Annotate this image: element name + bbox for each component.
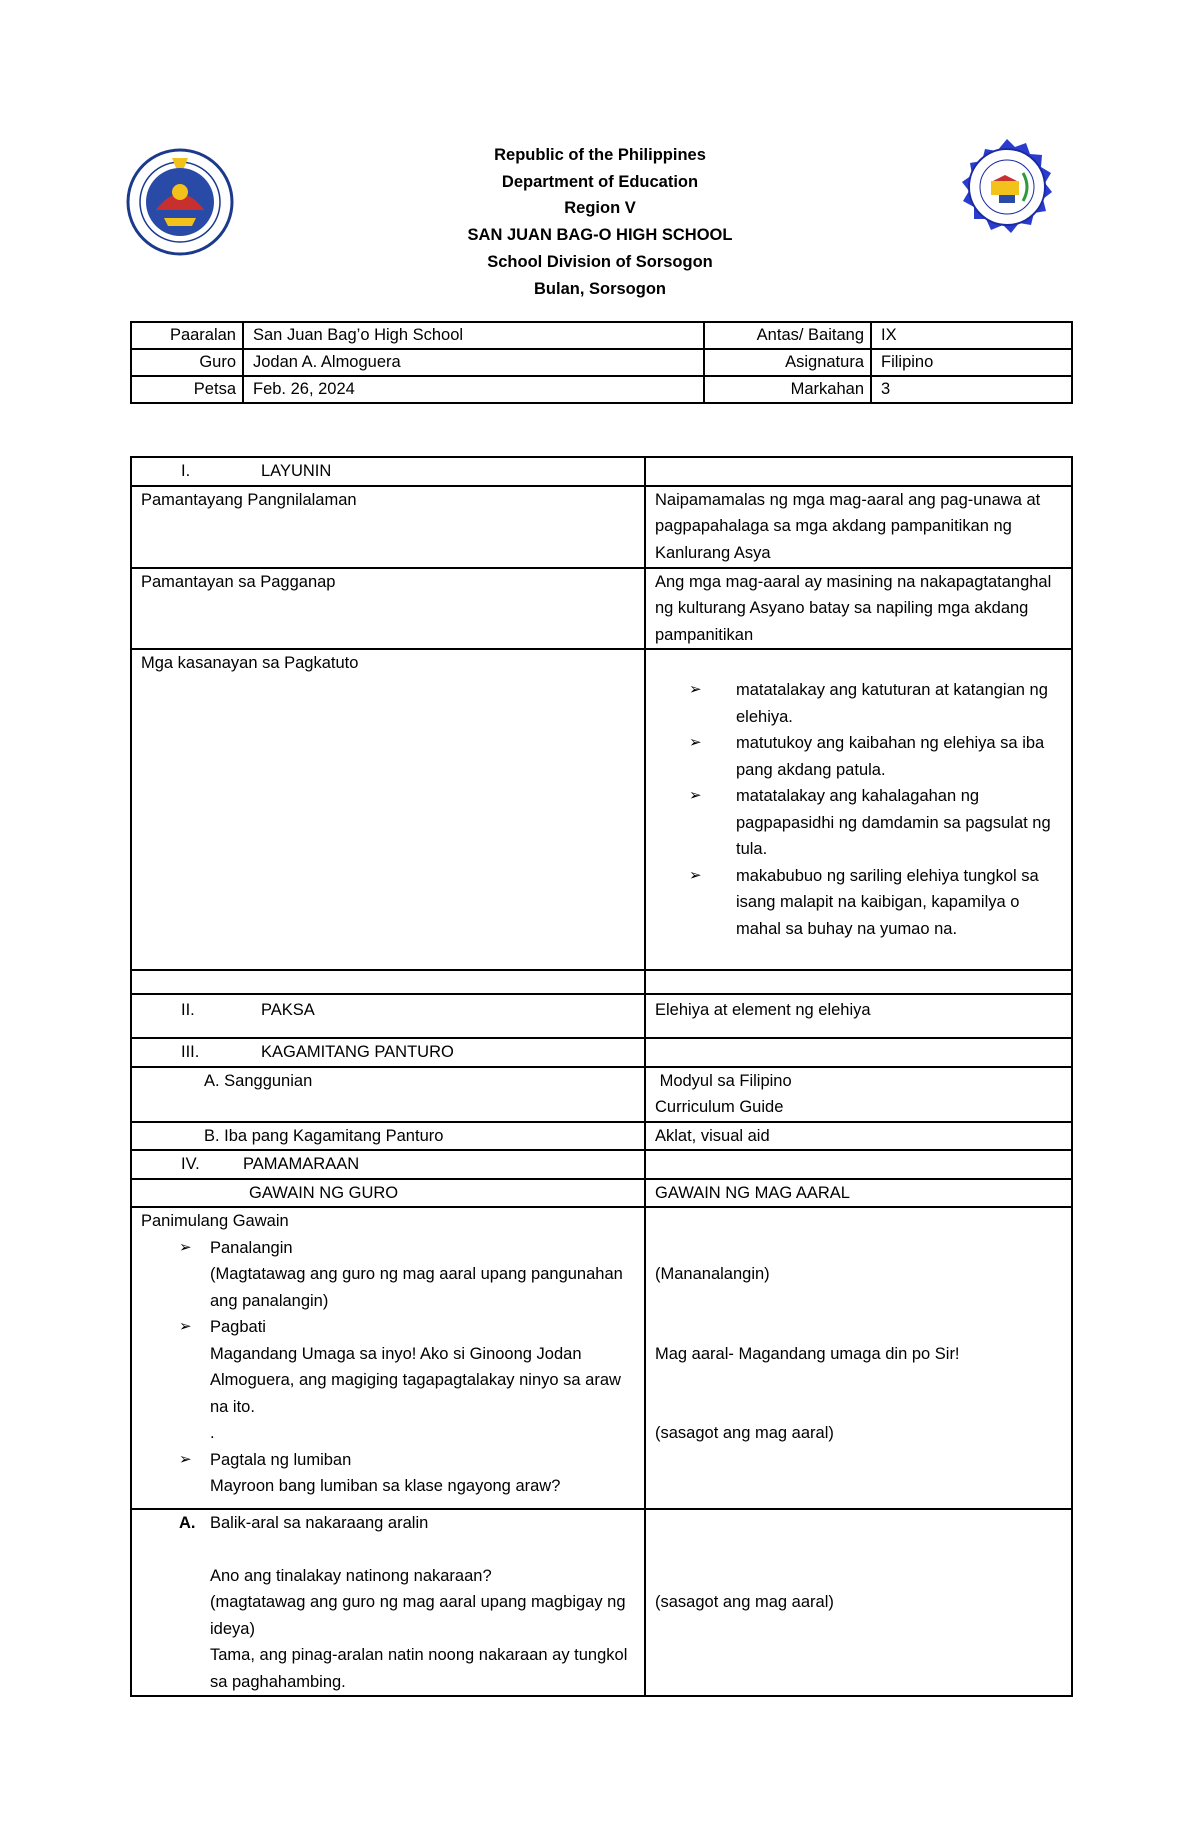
- pamantayan-sa-pagganap-label: Pamantayan sa Pagganap: [131, 568, 645, 650]
- arrow-bullet-icon: ➢: [689, 734, 702, 751]
- asignatura-label: Asignatura: [704, 349, 871, 376]
- list-item-desc: Magandang Umaga sa inyo! Ako si Ginoong Jodan Almoguera, ang magiging tagapagtalakay ninyo sa araw na ito.: [210, 1344, 621, 1416]
- iba-pang-kagamitan-value: Aklat, visual aid: [645, 1122, 1072, 1151]
- col-header-mag-aaral: GAWAIN NG MAG AARAL: [645, 1179, 1072, 1208]
- section-number: IV.: [181, 1155, 200, 1173]
- empty-cell: [645, 970, 1072, 994]
- paaralan-label: Paaralan: [131, 322, 243, 349]
- section-number: II.: [181, 1001, 195, 1019]
- section-title: PAMAMARAAN: [243, 1155, 360, 1173]
- list-item-text: Pagbati: [210, 1318, 266, 1336]
- list-item-desc: (Magtatawag ang guro ng mag aaral upang pangunahan ang panalangin): [210, 1265, 623, 1310]
- guro-label: Guro: [131, 349, 243, 376]
- header-line: School Division of Sorsogon: [487, 252, 713, 271]
- list-item: [689, 863, 1061, 943]
- section-layunin: [131, 457, 645, 486]
- header-line: Department of Education: [501, 172, 699, 191]
- panimulang-gawain-list: [141, 1235, 634, 1500]
- balik-aral-body: [141, 1563, 634, 1696]
- list-item: [689, 783, 1061, 863]
- panimulang-gawain-title: Panimulang Gawain: [141, 1212, 289, 1230]
- panimulang-gawain-responses: [645, 1207, 1072, 1509]
- petsa-value: Feb. 26, 2024: [243, 376, 704, 403]
- header-line: Region V: [564, 199, 636, 218]
- markahan-label: Markahan: [704, 376, 871, 403]
- letterhead: [0, 142, 1200, 302]
- iba-pang-kagamitan-label: B. Iba pang Kagamitang Panturo: [131, 1122, 645, 1151]
- response-pagbati: Mag aaral- Magandang umaga din po Sir!: [655, 1344, 960, 1363]
- list-item-desc: .: [210, 1424, 215, 1442]
- list-item: [179, 1314, 634, 1447]
- balik-aral-number: A.: [179, 1514, 196, 1532]
- list-item: [179, 1447, 634, 1500]
- list-item-text: Pagtala ng lumiban: [210, 1450, 352, 1469]
- pamantayang-pangnilalaman-label: Pamantayang Pangnilalaman: [131, 486, 645, 568]
- paaralan-value: San Juan Bag’o High School: [243, 322, 704, 349]
- kasanayan-list-cell: [645, 649, 1072, 970]
- list-item: [179, 1235, 634, 1315]
- list-item: [689, 677, 1061, 730]
- list-item-text: makabubuo ng sariling elehiya tungkol sa isang malapit na kaibigan, kapamilya o mahal sa buhay na yumao na.: [736, 866, 1039, 938]
- section-paksa: [131, 994, 645, 1038]
- sanggunian-label: A. Sanggunian: [131, 1067, 645, 1122]
- empty-cell: [131, 970, 645, 994]
- section-pamamaraan: [131, 1150, 645, 1179]
- list-item: [689, 730, 1061, 783]
- balik-aral-desc: (magtatawag ang guro ng mag aaral upang magbigay ng ideya): [210, 1593, 626, 1638]
- sanggunian-value: [645, 1067, 1072, 1122]
- section-title: PAKSA: [261, 1001, 315, 1019]
- antas-label: Antas/ Baitang: [704, 322, 871, 349]
- empty-cell: [645, 457, 1072, 486]
- sanggunian-line: Modyul sa Filipino: [655, 1071, 792, 1090]
- section-number: III.: [181, 1043, 200, 1061]
- section-title: LAYUNIN: [261, 462, 332, 480]
- section-kagamitang-panturo: [131, 1038, 645, 1067]
- arrow-bullet-icon: ➢: [179, 1450, 192, 1468]
- list-item-text: Panalangin: [210, 1238, 293, 1257]
- response-pagtala: (sasagot ang mag aaral): [655, 1424, 834, 1442]
- section-title: KAGAMITANG PANTURO: [261, 1043, 454, 1061]
- header-line: SAN JUAN BAG-O HIGH SCHOOL: [467, 226, 733, 245]
- balik-aral-tama: Tama, ang pinag-aralan natin noong nakaraan ay tungkol sa paghahambing.: [210, 1646, 628, 1691]
- col-header-guro: GAWAIN NG GURO: [131, 1179, 645, 1208]
- list-item-text: matutukoy ang kaibahan ng elehiya sa iba pang akdang patula.: [736, 734, 1045, 779]
- arrow-bullet-icon: ➢: [689, 866, 702, 884]
- petsa-label: Petsa: [131, 376, 243, 403]
- sanggunian-line: Curriculum Guide: [655, 1098, 784, 1116]
- balik-aral-heading: [141, 1510, 634, 1537]
- pamantayan-sa-pagganap-value: Ang mga mag-aaral ay masining na nakapagtatanghal ng kulturang Asyano batay sa napiling mga akdang pampanitikan: [645, 568, 1072, 650]
- header-line: Bulan, Sorsogon: [534, 279, 666, 298]
- arrow-bullet-icon: ➢: [179, 1238, 192, 1256]
- pamantayang-pangnilalaman-value: Naipamamalas ng mga mag-aaral ang pag-unawa at pagpapahalaga sa mga akdang pampanitikan ng Kanlurang Asya: [645, 486, 1072, 568]
- list-item-desc: Mayroon bang lumiban sa klase ngayong araw?: [210, 1477, 561, 1495]
- markahan-value: 3: [871, 376, 1072, 403]
- paksa-value: Elehiya at element ng elehiya: [645, 994, 1072, 1038]
- asignatura-value: Filipino: [871, 349, 1072, 376]
- lesson-plan-table: [130, 456, 1073, 1697]
- empty-cell: [645, 1038, 1072, 1067]
- kasanayan-list: [689, 677, 1061, 942]
- response-balik-aral: (sasagot ang mag aaral): [655, 1593, 834, 1611]
- antas-value: IX: [871, 322, 1072, 349]
- empty-cell: [645, 1150, 1072, 1179]
- header-line: Republic of the Philippines: [494, 146, 706, 164]
- balik-aral-title: Balik-aral sa nakaraang aralin: [210, 1514, 429, 1532]
- arrow-bullet-icon: ➢: [689, 681, 702, 698]
- section-number: I.: [181, 462, 191, 480]
- panimulang-gawain-cell: [131, 1207, 645, 1509]
- arrow-bullet-icon: ➢: [689, 787, 702, 804]
- list-item-text: matatalakay ang kahalagahan ng pagpapasidhi ng damdamin sa pagsulat ng tula.: [736, 787, 1051, 858]
- arrow-bullet-icon: ➢: [179, 1318, 192, 1335]
- guro-value: Jodan A. Almoguera: [243, 349, 704, 376]
- balik-aral-response-cell: [645, 1509, 1072, 1696]
- kasanayan-label: Mga kasanayan sa Pagkatuto: [131, 649, 645, 970]
- response-panalangin: (Mananalangin): [655, 1265, 770, 1283]
- balik-aral-cell: [131, 1509, 645, 1696]
- list-item-text: matatalakay ang katuturan at katangian ng elehiya.: [736, 681, 1048, 726]
- balik-aral-question: Ano ang tinalakay natinong nakaraan?: [210, 1566, 492, 1585]
- info-table: [130, 321, 1073, 404]
